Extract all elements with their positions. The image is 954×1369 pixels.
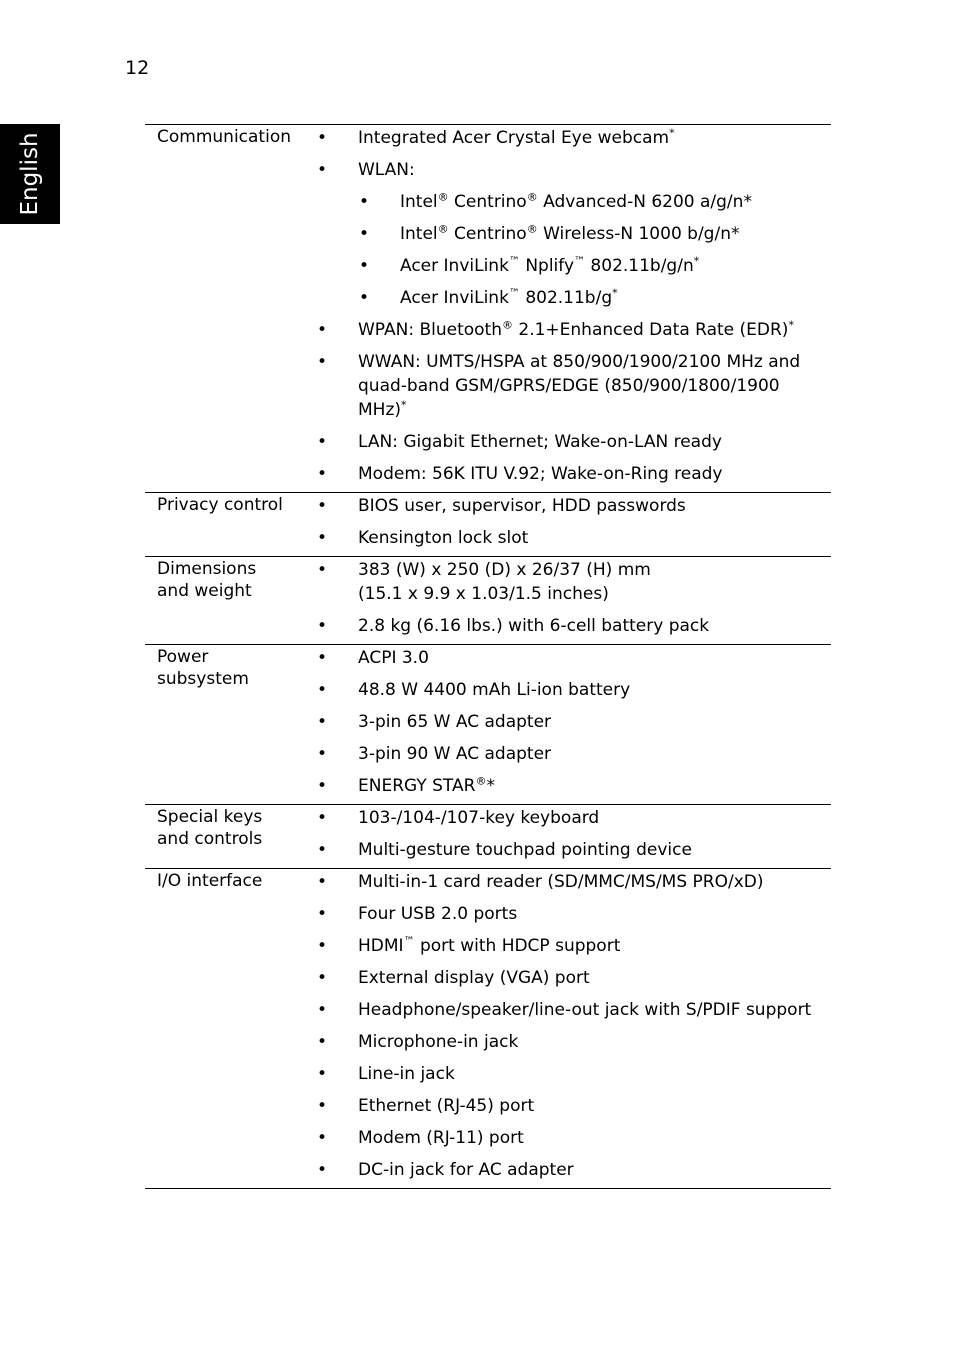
bullet-icon: •: [317, 528, 328, 548]
bullet-icon: •: [317, 712, 328, 732]
spec-item-text: Kensington lock slot: [358, 528, 529, 548]
spec-label: Communication: [157, 127, 291, 147]
bullet-icon: •: [317, 432, 328, 452]
bullet-icon: •: [317, 776, 328, 796]
spec-item-text: 103-/104-/107-key keyboard: [358, 808, 600, 828]
bullet-icon: •: [317, 1064, 328, 1084]
spec-item-text: External display (VGA) port: [358, 968, 590, 988]
spec-item-text: Multi-in-1 card reader (SD/MMC/MS/MS PRO/xD): [358, 872, 764, 892]
spec-label: I/O interface: [157, 871, 263, 891]
spec-label: Special keys and controls: [157, 807, 263, 849]
spec-item-text: LAN: Gigabit Ethernet; Wake-on-LAN ready: [358, 432, 722, 452]
spec-item: [317, 426, 831, 458]
spec-item-text: 3-pin 90 W AC adapter: [358, 744, 552, 764]
spec-item: [317, 1026, 831, 1058]
spec-item-text: WPAN: Bluetooth® 2.1+Enhanced Data Rate (EDR)*: [358, 318, 794, 340]
spec-item-text: Multi-gesture touchpad pointing device: [358, 840, 692, 860]
spec-item-text: ENERGY STAR®*: [358, 774, 495, 796]
spec-item: [317, 346, 831, 426]
spec-item-text: 3-pin 65 W AC adapter: [358, 712, 552, 732]
bullet-icon: •: [317, 128, 328, 148]
spec-item-text: Ethernet (RJ-45) port: [358, 1096, 535, 1116]
bullet-icon: •: [317, 496, 328, 516]
spec-row: [145, 493, 831, 557]
bullet-icon: •: [317, 648, 328, 668]
bullet-icon: •: [317, 616, 328, 636]
spec-item: [317, 154, 831, 186]
spec-item: [317, 674, 831, 706]
spec-item: [317, 1090, 831, 1122]
spec-item-text: WLAN:: [358, 160, 415, 180]
bullet-icon: •: [317, 936, 328, 956]
bullet-icon: •: [317, 560, 328, 580]
spec-item-text: BIOS user, supervisor, HDD passwords: [358, 496, 686, 516]
bullet-icon: •: [317, 840, 328, 860]
bullet-icon: •: [317, 352, 328, 372]
bullet-icon: •: [359, 288, 370, 308]
spec-item-text: Integrated Acer Crystal Eye webcam*: [358, 126, 675, 148]
spec-item-text: Intel® Centrino® Advanced-N 6200 a/g/n*: [400, 190, 752, 212]
spec-item: [317, 770, 831, 802]
bullet-icon: •: [317, 1096, 328, 1116]
spec-item-text: DC-in jack for AC adapter: [358, 1160, 574, 1180]
bullet-icon: •: [317, 680, 328, 700]
spec-item: [317, 493, 831, 522]
spec-table: [145, 124, 831, 1189]
spec-item: [317, 314, 831, 346]
bullet-icon: •: [317, 1000, 328, 1020]
language-tab-label: English: [17, 132, 43, 216]
spec-row: [145, 805, 831, 869]
spec-label: Dimensions and weight: [157, 559, 257, 601]
spec-item-text: Microphone-in jack: [358, 1032, 519, 1052]
spec-item: [317, 557, 831, 610]
spec-item: [317, 962, 831, 994]
spec-item-text: ACPI 3.0: [358, 648, 429, 668]
spec-item-text: 383 (W) x 250 (D) x 26/37 (H) mm (15.1 x 9.9 x 1.03/1.5 inches): [358, 560, 651, 604]
spec-item: [317, 706, 831, 738]
spec-row: [145, 557, 831, 645]
spec-item: [317, 898, 831, 930]
spec-label: Power subsystem: [157, 647, 249, 689]
spec-item: [317, 1058, 831, 1090]
spec-item-list: [145, 869, 831, 1186]
spec-item: [317, 805, 831, 834]
spec-item-text: HDMI™ port with HDCP support: [358, 934, 621, 956]
spec-item: [317, 522, 831, 554]
spec-item-text: Modem (RJ-11) port: [358, 1128, 524, 1148]
spec-item-text: Four USB 2.0 ports: [358, 904, 518, 924]
spec-item: [317, 610, 831, 642]
bullet-icon: •: [317, 1032, 328, 1052]
bullet-icon: •: [317, 320, 328, 340]
spec-item: [317, 834, 831, 866]
bullet-icon: •: [317, 968, 328, 988]
spec-row: [145, 125, 831, 493]
spec-item: [317, 458, 831, 490]
spec-item-text: Headphone/speaker/line-out jack with S/PDIF support: [358, 1000, 812, 1020]
spec-row: [145, 645, 831, 805]
spec-item-text: Line-in jack: [358, 1064, 455, 1084]
spec-item-text: Acer InviLink™ 802.11b/g*: [400, 286, 618, 308]
spec-item-text: Intel® Centrino® Wireless-N 1000 b/g/n*: [400, 222, 740, 244]
spec-label: Privacy control: [157, 495, 283, 515]
bullet-icon: •: [317, 1128, 328, 1148]
bullet-icon: •: [317, 1160, 328, 1180]
spec-item-list: [145, 125, 831, 490]
spec-item-text: 48.8 W 4400 mAh Li-ion battery: [358, 680, 631, 700]
spec-item: [317, 1154, 831, 1186]
bullet-icon: •: [317, 744, 328, 764]
spec-item: [317, 930, 831, 962]
spec-item-text: 2.8 kg (6.16 lbs.) with 6-cell battery pack: [358, 616, 710, 636]
spec-item: [317, 1122, 831, 1154]
spec-item: [317, 125, 831, 154]
spec-item: [317, 738, 831, 770]
spec-item: [317, 994, 831, 1026]
spec-item-text: WWAN: UMTS/HSPA at 850/900/1900/2100 MHz and quad-band GSM/GPRS/EDGE (850/900/1800/1900 MHz)*: [358, 352, 801, 420]
page-number: 12: [125, 57, 150, 79]
spec-subitem: [359, 186, 831, 218]
spec-subitem: [359, 218, 831, 250]
bullet-icon: •: [317, 904, 328, 924]
language-tab: [0, 124, 60, 224]
bullet-icon: •: [317, 808, 328, 828]
bullet-icon: •: [359, 256, 370, 276]
spec-item-text: Modem: 56K ITU V.92; Wake-on-Ring ready: [358, 464, 723, 484]
spec-row: [145, 869, 831, 1189]
spec-item-text: Acer InviLink™ Nplify™ 802.11b/g/n*: [400, 254, 700, 276]
spec-subitem: [359, 250, 831, 282]
bullet-icon: •: [359, 224, 370, 244]
bullet-icon: •: [317, 160, 328, 180]
bullet-icon: •: [317, 464, 328, 484]
spec-item: [317, 645, 831, 674]
bullet-icon: •: [359, 192, 370, 212]
bullet-icon: •: [317, 872, 328, 892]
spec-subitem: [359, 282, 831, 314]
spec-item: [317, 869, 831, 898]
